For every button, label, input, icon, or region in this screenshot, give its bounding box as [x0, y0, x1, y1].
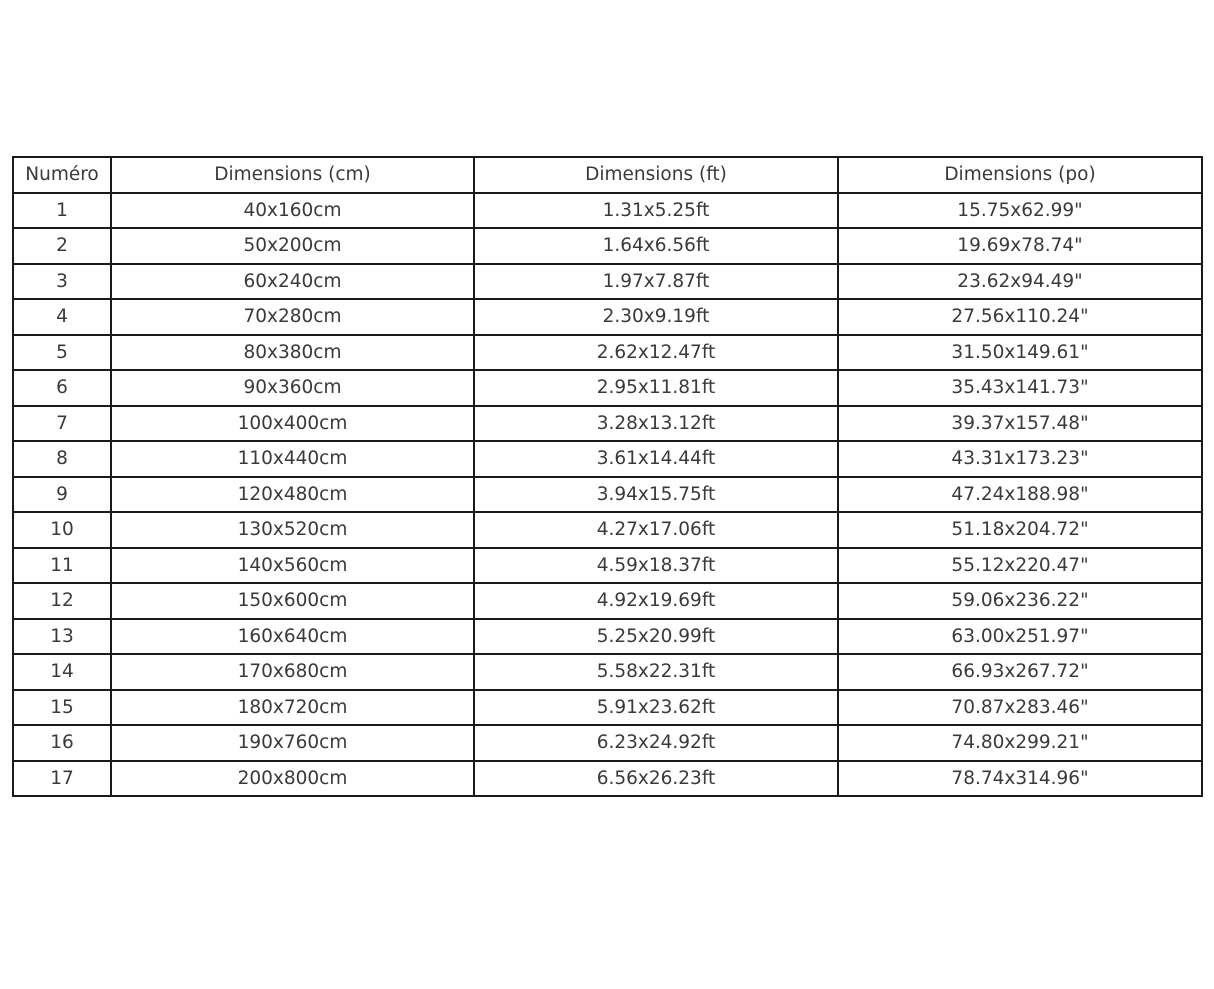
table-row: [13, 299, 1202, 335]
table-row: [13, 370, 1202, 406]
row-number-cell: 1: [13, 193, 111, 229]
dimensions-cm-cell: 140x560cm: [111, 548, 474, 584]
dimensions-cm-cell: 150x600cm: [111, 583, 474, 619]
dimensions-ft-cell: 1.31x5.25ft: [474, 193, 838, 229]
row-number-cell: 6: [13, 370, 111, 406]
table-row: [13, 228, 1202, 264]
dimensions-ft-cell: 4.92x19.69ft: [474, 583, 838, 619]
dimensions-po-cell: 31.50x149.61": [838, 335, 1202, 371]
column-header-dimensions-cm: Dimensions (cm): [111, 157, 474, 193]
dimensions-cm-cell: 180x720cm: [111, 690, 474, 726]
table-row: [13, 264, 1202, 300]
dimensions-ft-cell: 6.23x24.92ft: [474, 725, 838, 761]
dimensions-po-cell: 51.18x204.72": [838, 512, 1202, 548]
row-number-cell: 8: [13, 441, 111, 477]
table-row: [13, 548, 1202, 584]
dimensions-ft-cell: 1.64x6.56ft: [474, 228, 838, 264]
dimensions-cm-cell: 80x380cm: [111, 335, 474, 371]
dimensions-po-cell: 59.06x236.22": [838, 583, 1202, 619]
dimensions-po-cell: 35.43x141.73": [838, 370, 1202, 406]
dimensions-po-cell: 27.56x110.24": [838, 299, 1202, 335]
dimensions-ft-cell: 2.30x9.19ft: [474, 299, 838, 335]
table-row: [13, 583, 1202, 619]
dimensions-cm-cell: 50x200cm: [111, 228, 474, 264]
dimensions-table: [12, 156, 1203, 797]
table-row: [13, 406, 1202, 442]
row-number-cell: 14: [13, 654, 111, 690]
dimensions-cm-cell: 70x280cm: [111, 299, 474, 335]
table-header-row: [13, 157, 1202, 193]
dimensions-cm-cell: 160x640cm: [111, 619, 474, 655]
dimensions-cm-cell: 130x520cm: [111, 512, 474, 548]
dimensions-po-cell: 66.93x267.72": [838, 654, 1202, 690]
dimensions-po-cell: 15.75x62.99": [838, 193, 1202, 229]
dimensions-ft-cell: 2.95x11.81ft: [474, 370, 838, 406]
dimensions-cm-cell: 190x760cm: [111, 725, 474, 761]
dimensions-po-cell: 63.00x251.97": [838, 619, 1202, 655]
row-number-cell: 17: [13, 761, 111, 797]
dimensions-cm-cell: 90x360cm: [111, 370, 474, 406]
dimensions-ft-cell: 4.27x17.06ft: [474, 512, 838, 548]
dimensions-ft-cell: 3.28x13.12ft: [474, 406, 838, 442]
dimensions-po-cell: 43.31x173.23": [838, 441, 1202, 477]
column-header-numero: Numéro: [13, 157, 111, 193]
dimensions-po-cell: 55.12x220.47": [838, 548, 1202, 584]
row-number-cell: 9: [13, 477, 111, 513]
table-row: [13, 619, 1202, 655]
dimensions-ft-cell: 3.61x14.44ft: [474, 441, 838, 477]
dimensions-po-cell: 70.87x283.46": [838, 690, 1202, 726]
dimensions-cm-cell: 60x240cm: [111, 264, 474, 300]
dimensions-po-cell: 47.24x188.98": [838, 477, 1202, 513]
row-number-cell: 12: [13, 583, 111, 619]
dimensions-ft-cell: 2.62x12.47ft: [474, 335, 838, 371]
table-row: [13, 512, 1202, 548]
table-row: [13, 477, 1202, 513]
row-number-cell: 13: [13, 619, 111, 655]
table-body: [13, 193, 1202, 797]
dimensions-po-cell: 23.62x94.49": [838, 264, 1202, 300]
dimensions-po-cell: 19.69x78.74": [838, 228, 1202, 264]
row-number-cell: 11: [13, 548, 111, 584]
dimensions-ft-cell: 3.94x15.75ft: [474, 477, 838, 513]
table-row: [13, 441, 1202, 477]
row-number-cell: 16: [13, 725, 111, 761]
dimensions-ft-cell: 4.59x18.37ft: [474, 548, 838, 584]
dimensions-ft-cell: 5.91x23.62ft: [474, 690, 838, 726]
table-row: [13, 761, 1202, 797]
dimensions-cm-cell: 200x800cm: [111, 761, 474, 797]
column-header-dimensions-po: Dimensions (po): [838, 157, 1202, 193]
column-header-dimensions-ft: Dimensions (ft): [474, 157, 838, 193]
dimensions-ft-cell: 1.97x7.87ft: [474, 264, 838, 300]
dimensions-ft-cell: 5.58x22.31ft: [474, 654, 838, 690]
row-number-cell: 7: [13, 406, 111, 442]
dimensions-cm-cell: 170x680cm: [111, 654, 474, 690]
row-number-cell: 3: [13, 264, 111, 300]
table-row: [13, 690, 1202, 726]
dimensions-po-cell: 74.80x299.21": [838, 725, 1202, 761]
row-number-cell: 4: [13, 299, 111, 335]
dimensions-cm-cell: 40x160cm: [111, 193, 474, 229]
dimensions-po-cell: 78.74x314.96": [838, 761, 1202, 797]
table-row: [13, 335, 1202, 371]
row-number-cell: 15: [13, 690, 111, 726]
dimensions-po-cell: 39.37x157.48": [838, 406, 1202, 442]
dimensions-ft-cell: 6.56x26.23ft: [474, 761, 838, 797]
dimensions-cm-cell: 120x480cm: [111, 477, 474, 513]
row-number-cell: 5: [13, 335, 111, 371]
table-row: [13, 193, 1202, 229]
row-number-cell: 2: [13, 228, 111, 264]
dimensions-cm-cell: 100x400cm: [111, 406, 474, 442]
table-row: [13, 654, 1202, 690]
dimensions-cm-cell: 110x440cm: [111, 441, 474, 477]
table-row: [13, 725, 1202, 761]
dimensions-ft-cell: 5.25x20.99ft: [474, 619, 838, 655]
row-number-cell: 10: [13, 512, 111, 548]
